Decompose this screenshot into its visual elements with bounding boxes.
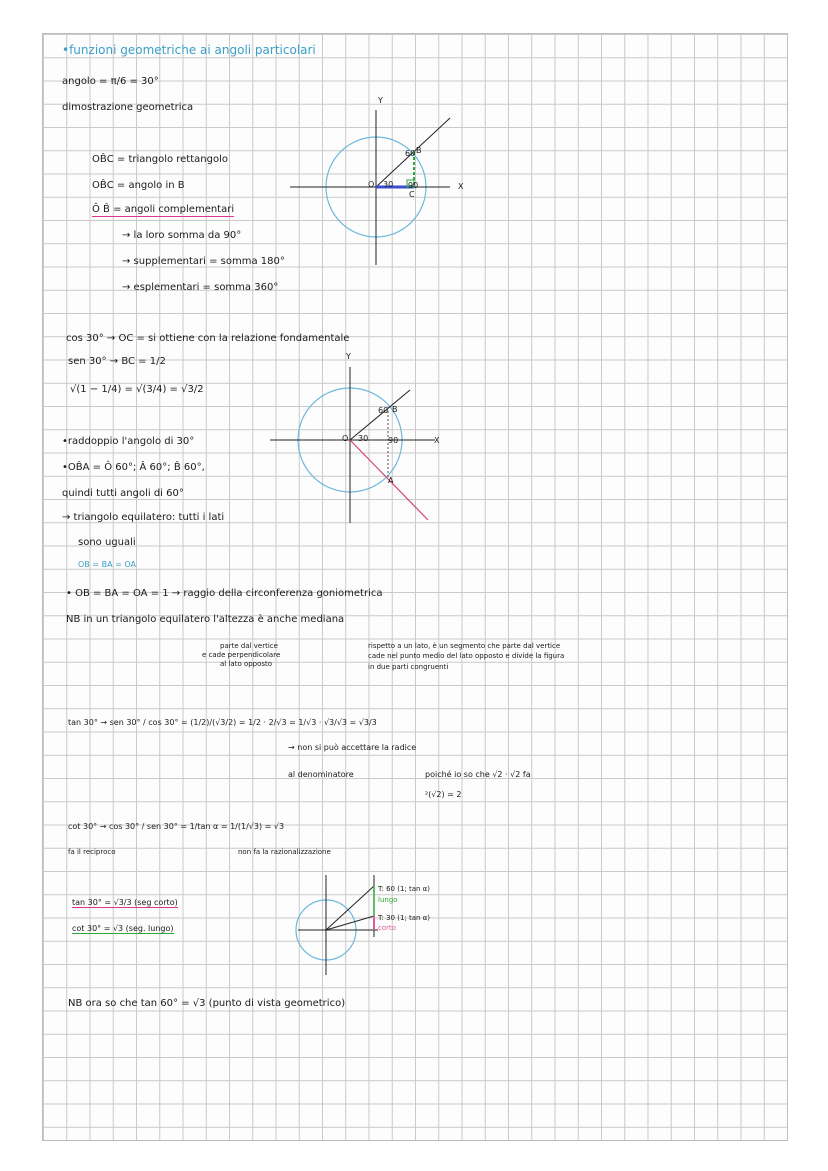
t30-desc: corto [378, 924, 397, 932]
point-b-1: B [416, 146, 422, 155]
triangle-line-2: OB̂C = angolo in B [92, 180, 185, 191]
point-o-1: O [368, 180, 375, 189]
axis-y-label-2: Y [346, 352, 351, 361]
sum-line-3: → esplementari = somma 360° [122, 282, 279, 293]
mediana-note-2: cade nel punto medio del lato opposto e divide la figura [368, 652, 565, 660]
angle-60-1: 60 [405, 149, 416, 158]
angle-definition: angolo = π/6 = 30° [62, 76, 159, 87]
point-c-1: C [409, 190, 415, 199]
t60-label: T: 60 (1; tan α) [378, 885, 431, 893]
sum-line-2: → supplementari = somma 180° [122, 256, 285, 267]
reciprocal-note: fa il reciproco [68, 848, 116, 856]
angle-90-1: 90 [408, 181, 419, 190]
angle-30-2: 30 [358, 434, 369, 443]
double-line-4: → triangolo equilatero: tutti i lati [62, 512, 225, 523]
because-note: poiché io so che √2 · √2 fa [425, 770, 531, 779]
cot30-line: cot 30° → cos 30° / sen 30° = 1/tan α = 1/(1/√3) = √3 [68, 822, 285, 831]
tan30-result: tan 30° = √3/3 (seg corto) [72, 898, 178, 907]
t60-desc: lungo [378, 896, 398, 904]
angle-90-2: 90 [388, 436, 399, 445]
triangle-line-3: Ô B̂ = angoli complementari [92, 204, 235, 215]
altezza-note-1: parte dal vertice [220, 642, 278, 650]
triangle-line-1: OB̂C = triangolo rettangolo [92, 154, 228, 165]
axis-y-label-1: Y [378, 96, 383, 105]
nb-altezza-line: NB in un triangolo equilatero l'altezza è anche mediana [66, 614, 345, 625]
sqrt-line: √(1 − 1/4) = √(3/4) = √3/2 [70, 384, 204, 395]
axis-x-label-2: X [434, 436, 440, 445]
t30-label: T: 30 (1; tan α) [378, 914, 431, 922]
final-nb-line: NB ora so che tan 60° = √3 (punto di vista geometrico) [68, 998, 346, 1009]
sum-line-1: → la loro somma da 90° [122, 230, 242, 241]
point-o-2: O [342, 434, 349, 443]
altezza-note-3: al lato opposto [220, 660, 273, 668]
double-line-2: •OB̂A = Ô 60°; Â 60°; B̂ 60°, [62, 462, 205, 473]
demo-heading: dimostrazione geometrica [62, 102, 194, 113]
square-note: ²(√2) = 2 [425, 790, 462, 799]
radius-line: • OB = BA = OA = 1 → raggio della circonferenza goniometrica [66, 588, 383, 599]
denominator-note: al denominatore [288, 770, 354, 779]
mediana-note-3: in due parti congruenti [368, 663, 449, 671]
tan30-line: tan 30° → sen 30° / cos 30° = (1/2)/(√3/2) = 1/2 · 2/√3 = 1/√3 · √3/√3 = √3/3 [68, 718, 377, 727]
altezza-note-2: e cade perpendicolare [202, 651, 281, 659]
cot30-result: cot 30° = √3 (seg. lungo) [72, 924, 174, 933]
double-line-1: •raddoppio l'angolo di 30° [62, 436, 195, 447]
point-b-2: B [392, 405, 398, 414]
cos30-line: cos 30° → OC = si ottiene con la relazione fondamentale [66, 333, 350, 344]
tan-note: → non si può accettare la radice [288, 743, 417, 752]
angle-60-2: 60 [378, 406, 389, 415]
mediana-note-1: rispetto a un lato, è un segmento che parte dal vertice [368, 642, 561, 650]
axis-x-label-1: X [458, 182, 464, 191]
point-a-2: A [388, 476, 394, 485]
page-title: •funzioni geometriche ai angoli particolari [62, 43, 316, 57]
no-rationalize-note: non fa la razionalizzazione [238, 848, 331, 856]
double-line-3: quindi tutti angoli di 60° [62, 488, 184, 499]
sen30-line: sen 30° → BC = 1/2 [68, 356, 166, 367]
double-line-5: sono uguali [78, 537, 136, 548]
equal-sides: OB = BA = OA [78, 560, 136, 569]
angle-30-1: 30 [383, 180, 394, 189]
